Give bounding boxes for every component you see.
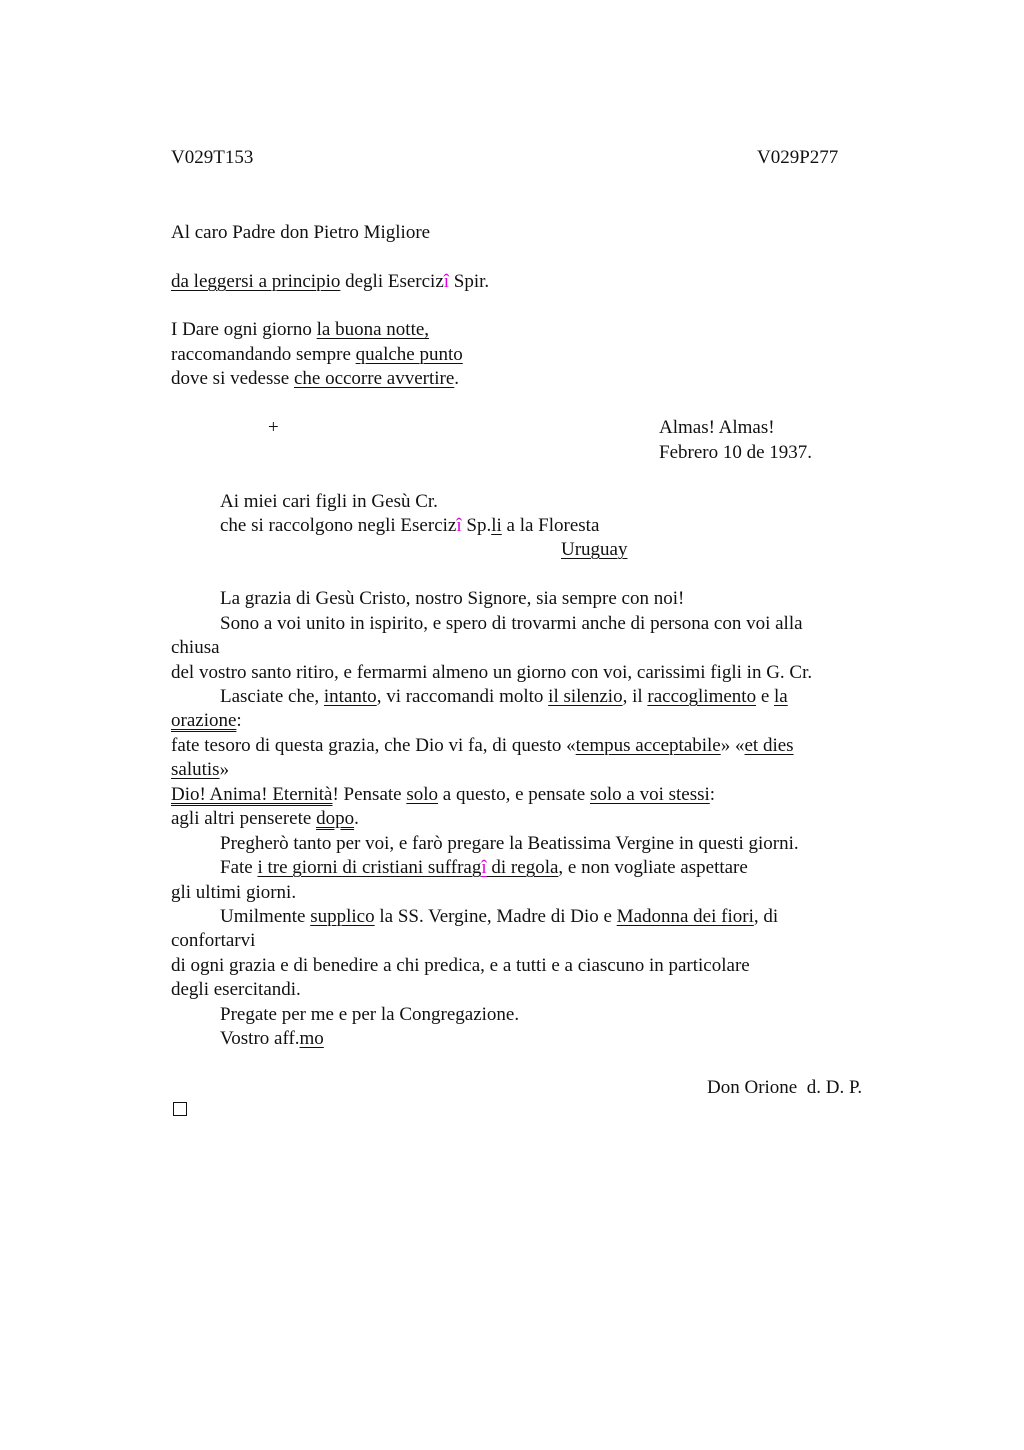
magenta-character: î	[456, 515, 462, 536]
magenta-character: î	[481, 857, 487, 878]
recipient-line-1: Ai miei cari figli in Gesù Cr.	[220, 491, 438, 512]
cross-symbol: +	[268, 417, 279, 438]
magenta-character: î	[443, 271, 450, 292]
dateline-place: Almas! Almas!	[659, 417, 775, 438]
text-run: dove si vedesse	[171, 368, 294, 389]
underlined-phrase: li	[491, 515, 502, 536]
underlined-phrase: et dies	[744, 735, 794, 756]
reading-instruction-line	[171, 271, 489, 293]
underlined-phrase: da leggersi a principio	[171, 271, 341, 292]
instruction-line-1	[171, 319, 429, 341]
body-line-11: Pregherò tanto per voi, e farò pregare la Beatissima Vergine in questi giorni.	[220, 833, 799, 854]
underlined-phrase: solo	[406, 784, 439, 805]
underlined-phrase: mo	[299, 1028, 324, 1049]
text-run: fate tesoro di questa grazia, che Dio vi fa, di questo «	[171, 735, 576, 756]
body-line-12	[220, 857, 748, 879]
checkbox-square-icon	[173, 1102, 187, 1116]
text-run: » «	[720, 735, 745, 756]
text-run: Spir.	[449, 271, 490, 292]
instruction-line-3	[171, 368, 459, 390]
underlined-phrase: solo a voi stessi	[589, 784, 710, 805]
body-line-19	[220, 1028, 324, 1050]
double-underlined-phrase: Dio! Anima! Eternità	[171, 784, 333, 805]
signature: Don Orione d. D. P.	[707, 1077, 863, 1098]
text-run: a questo, e pensate	[438, 784, 590, 805]
text-run: , e non vogliate aspettare	[558, 857, 748, 878]
text-run: , vi raccomandi molto	[376, 686, 549, 707]
text-run: degli Eserciz	[340, 271, 444, 292]
recipient-country	[561, 539, 627, 561]
text-run: Umilmente	[220, 906, 311, 927]
text-run: la SS. Vergine, Madre di Dio e	[374, 906, 617, 927]
text-run: .	[454, 368, 460, 389]
underlined-phrase: salutis	[171, 759, 220, 780]
underlined-phrase: qualche punto	[355, 344, 463, 365]
text-run: Fate	[220, 857, 258, 878]
text-run: , il	[622, 686, 648, 707]
body-line-15: confortarvi	[171, 930, 256, 951]
text-run: Vostro aff.	[220, 1028, 300, 1049]
body-line-4: del vostro santo ritiro, e fermarmi almeno un giorno con voi, carissimi figli in G. Cr.	[171, 662, 813, 683]
underlined-phrase: il silenzio	[548, 686, 623, 707]
text-run: :	[236, 710, 242, 731]
underlined-phrase: raccoglimento	[647, 686, 757, 707]
body-line-7	[171, 735, 794, 757]
underlined-phrase: la buona notte,	[316, 319, 430, 340]
text-run: :	[709, 784, 716, 805]
body-line-13: gli ultimi giorni.	[171, 882, 297, 903]
text-run: e	[756, 686, 775, 707]
body-line-16: di ogni grazia e di benedire a chi predica, e a tutti e a ciascuno in particolare	[171, 955, 750, 976]
recipient-line-2	[220, 515, 599, 537]
text-run: ! Pensate	[332, 784, 407, 805]
underlined-phrase: supplico	[310, 906, 375, 927]
text-run: raccomandando sempre	[171, 344, 356, 365]
body-line-8	[171, 759, 229, 781]
text-run: Sp.	[461, 515, 492, 536]
underlined-phrase: che occorre avvertire	[293, 368, 455, 389]
document-code-left: V029T153	[171, 147, 254, 168]
body-line-14	[220, 906, 778, 928]
underlined-phrase: di regola	[486, 857, 559, 878]
body-line-9	[171, 784, 715, 806]
underlined-phrase: tempus acceptabile	[575, 735, 721, 756]
addressee-line: Al caro Padre don Pietro Migliore	[171, 222, 431, 243]
document-code-right: V029P277	[757, 147, 839, 168]
body-line-2: Sono a voi unito in ispirito, e spero di trovarmi anche di persona con voi alla	[220, 613, 803, 634]
text-run: Lasciate che,	[220, 686, 324, 707]
text-run: agli altri penserete	[171, 808, 317, 829]
body-line-5	[220, 686, 788, 708]
underlined-phrase: i tre giorni di cristiani suffrag	[257, 857, 482, 878]
body-line-17: degli esercitandi.	[171, 979, 301, 1000]
dateline-date: Febrero 10 de 1937.	[659, 442, 813, 463]
body-line-10	[171, 808, 359, 830]
body-line-6	[171, 710, 242, 732]
body-line-1: La grazia di Gesù Cristo, nostro Signore, sia sempre con noi!	[220, 588, 685, 609]
text-run: che si raccolgono negli Eserciz	[220, 515, 457, 536]
text-run: , di	[753, 906, 779, 927]
instruction-line-2	[171, 344, 463, 366]
text-run: a la Floresta	[501, 515, 600, 536]
text-run: .	[354, 808, 359, 829]
underlined-phrase: la	[774, 686, 788, 707]
underlined-phrase: Uruguay	[561, 539, 628, 560]
text-run: I Dare ogni giorno	[171, 319, 317, 340]
body-line-18: Pregate per me e per la Congregazione.	[220, 1004, 520, 1025]
double-underlined-phrase: orazione	[171, 710, 237, 731]
double-underlined-phrase: dopo	[316, 808, 355, 829]
underlined-phrase: intanto	[323, 686, 377, 707]
body-line-3: chiusa	[171, 637, 220, 658]
text-run: »	[219, 759, 230, 780]
underlined-phrase: Madonna dei fiori	[616, 906, 754, 927]
